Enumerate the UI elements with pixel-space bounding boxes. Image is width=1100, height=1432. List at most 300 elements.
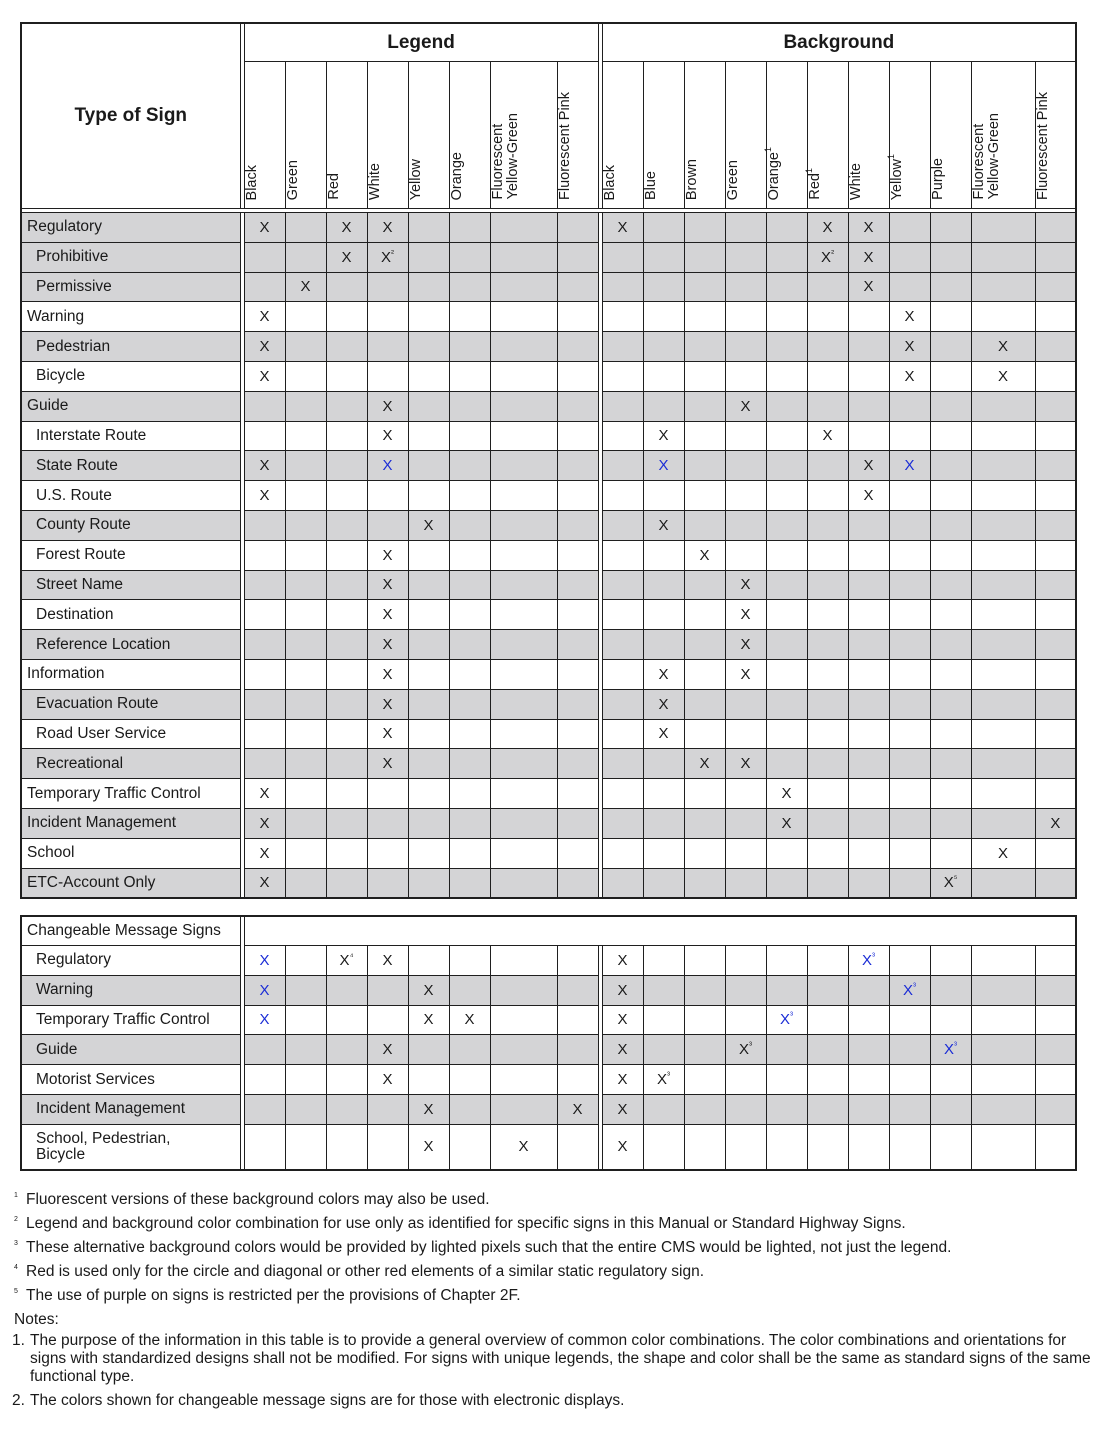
color-cell [326,332,367,362]
x-mark: X [382,397,393,415]
x-mark: X [382,951,393,969]
color-cell [490,451,557,481]
color-cell [285,659,326,689]
color-cell [1035,838,1076,868]
table-row [21,481,1076,511]
sign-type-label: State Route [21,451,240,481]
color-cell [244,838,285,868]
color-cell [643,975,684,1005]
color-cell [930,421,971,451]
color-cell [557,779,598,809]
color-cell [449,808,490,838]
color-cell [285,600,326,630]
color-cell [807,481,848,511]
x-mark: X [617,951,628,969]
color-cell [602,332,643,362]
type-of-sign-header: Type of Sign [21,23,240,209]
column-label: Orange [448,151,465,200]
color-cell [971,1005,1035,1035]
table-row [21,689,1076,719]
color-cell [244,719,285,749]
color-cell [643,659,684,689]
color-cell [557,332,598,362]
x-mark: X [658,725,669,743]
color-cell [807,1065,848,1095]
color-cell [971,242,1035,272]
color-cell [367,481,408,511]
color-cell [848,600,889,630]
note-text: The purpose of the information in this table is to provide a general overview of common color combinations. The color combinations and orientations for signs with standardized designs shall not be modified. For signs with unique legends, the shape and color shall be the same as standard signs of the same functional type. [30,1332,1091,1385]
cms-title-row [21,916,1076,946]
x-mark: $X^{^3}$ [779,1010,793,1029]
color-cell [684,838,725,868]
legend-col-red [326,62,367,209]
color-cell [408,600,449,630]
color-cell [930,600,971,630]
color-cell [971,600,1035,630]
cms-sign-label: Temporary Traffic Control [21,1005,240,1035]
column-label: Black [601,164,618,200]
color-cell [367,421,408,451]
cms-color-table [20,915,1077,1171]
color-cell [643,272,684,302]
color-cell [408,481,449,511]
color-cell [766,213,807,243]
x-mark: X [518,1138,529,1156]
color-cell [766,361,807,391]
footnote-ref: ³ [954,1040,957,1051]
color-cell [367,749,408,779]
color-cell [725,510,766,540]
color-cell [602,570,643,600]
color-cell [930,510,971,540]
color-cell [367,838,408,868]
color-cell [326,540,367,570]
sign-type-label: Street Name [21,570,240,600]
color-cell [889,481,930,511]
color-cell [725,1065,766,1095]
color-cell [848,1065,889,1095]
color-cell [367,242,408,272]
color-cell [557,749,598,779]
color-cell [367,630,408,660]
cms-sign-label: Motorist Services [21,1065,240,1095]
color-cell [285,749,326,779]
color-cell [285,242,326,272]
column-label: Orange$^1$ [762,146,782,200]
color-cell [725,242,766,272]
table-row [21,391,1076,421]
x-mark: X [341,248,352,266]
color-cell [602,975,643,1005]
color-cell [367,391,408,421]
sign-type-label: Recreational [21,749,240,779]
color-cell [971,946,1035,976]
cms-sign-label: Incident Management [21,1094,240,1124]
color-cell [408,272,449,302]
color-cell [1035,808,1076,838]
color-cell [889,749,930,779]
notes-title: Notes: [14,1311,59,1328]
color-cell [285,975,326,1005]
legend-col-yellow [408,62,449,209]
color-cell [367,600,408,630]
x-mark: X [658,516,669,534]
color-cell [725,272,766,302]
color-cell [1035,272,1076,302]
color-cell [848,838,889,868]
color-cell [326,242,367,272]
color-cell [557,659,598,689]
color-cell [408,213,449,243]
table-row [21,779,1076,809]
color-cell [557,391,598,421]
color-cell [684,946,725,976]
color-cell [848,1124,889,1170]
color-cell [557,361,598,391]
color-cell [285,421,326,451]
color-cell [848,451,889,481]
footnote-text: Fluorescent versions of these background colors may also be used. [26,1191,490,1208]
color-cell [848,272,889,302]
note-number: 1. [12,1332,25,1349]
color-cell [1035,1065,1076,1095]
background-col-yellow [885,62,930,209]
color-cell [725,630,766,660]
color-cell [1035,659,1076,689]
color-cell [602,302,643,332]
color-cell [244,1035,285,1065]
table-row [21,361,1076,391]
color-cell [725,1094,766,1124]
column-label: Yellow [407,158,424,200]
color-cell [490,719,557,749]
color-cell [725,600,766,630]
color-cell [725,868,766,898]
color-cell [643,630,684,660]
column-label: White [366,162,383,200]
footnote-ref: ⁵ [953,873,958,884]
color-cell [848,1094,889,1124]
color-cell [449,946,490,976]
color-cell [602,1124,643,1170]
color-cell [285,689,326,719]
color-cell [367,868,408,898]
color-cell [602,659,643,689]
color-cell [643,451,684,481]
color-cell [244,946,285,976]
x-mark: X [382,576,393,594]
color-cell [725,749,766,779]
color-cell [449,719,490,749]
color-cell [971,1065,1035,1095]
x-mark: X [617,218,628,236]
color-cell [889,302,930,332]
color-cell [408,1005,449,1035]
color-cell [602,1094,643,1124]
color-cell [1035,600,1076,630]
color-cell [244,1005,285,1035]
color-cell [889,808,930,838]
color-cell [244,302,285,332]
color-cell [408,451,449,481]
color-cell [930,451,971,481]
color-cell [889,1124,930,1170]
x-mark: X [740,755,751,773]
color-cell [889,946,930,976]
table-row [21,272,1076,302]
table-row [21,510,1076,540]
color-cell [1035,391,1076,421]
color-cell [971,451,1035,481]
color-cell [367,659,408,689]
footnote-ref: ² [391,247,394,258]
color-cell [408,1124,449,1170]
sign-type-label: Information [21,659,240,689]
color-cell [449,213,490,243]
color-cell [602,1005,643,1035]
x-mark: X [781,785,792,803]
color-cell [285,1035,326,1065]
color-cell [971,689,1035,719]
color-cell [930,1005,971,1035]
color-cell [848,242,889,272]
color-cell [807,361,848,391]
color-cell [326,391,367,421]
color-cell [807,213,848,243]
color-cell [602,868,643,898]
color-cell [1035,719,1076,749]
color-cell [557,838,598,868]
color-cell [449,600,490,630]
color-cell [449,451,490,481]
color-cell [557,868,598,898]
color-cell [930,749,971,779]
color-cell [326,272,367,302]
cms-sign-label: Warning [21,975,240,1005]
color-cell [684,510,725,540]
color-cell [971,1094,1035,1124]
color-cell [930,242,971,272]
color-cell [807,272,848,302]
x-mark: X [382,606,393,624]
color-cell [1035,1124,1076,1170]
color-cell [1035,570,1076,600]
color-cell [807,838,848,868]
color-cell [367,510,408,540]
color-cell [643,391,684,421]
cms-title: Changeable Message Signs [21,916,240,946]
table-row [21,749,1076,779]
color-cell [889,659,930,689]
color-cell [367,975,408,1005]
color-cell [326,510,367,540]
background-col-blue [643,62,684,209]
header-row-groups [21,23,1076,62]
color-cell [449,838,490,868]
color-cell [490,213,557,243]
color-cell [766,540,807,570]
color-cell [602,1065,643,1095]
color-cell [326,421,367,451]
color-cell [602,451,643,481]
x-mark: X [617,1138,628,1156]
color-cell [725,838,766,868]
color-cell [285,361,326,391]
color-cell [889,868,930,898]
color-cell [449,1005,490,1035]
x-mark: X [382,457,393,475]
color-cell [285,630,326,660]
color-cell [244,272,285,302]
x-mark: $X^{^3}$ [656,1070,670,1089]
color-cell [971,481,1035,511]
color-cell [602,600,643,630]
color-cell [408,332,449,362]
color-cell [930,481,971,511]
color-cell [557,600,598,630]
column-label: Black [243,164,260,200]
color-cell [367,946,408,976]
x-mark: X [617,1071,628,1089]
legend-col-green [285,62,326,209]
footnotes [14,1188,1094,1416]
color-cell [326,302,367,332]
x-mark: X [822,218,833,236]
color-cell [889,689,930,719]
color-cell [326,481,367,511]
color-cell [643,749,684,779]
table-row [21,868,1076,898]
footnote-ref: ³ [749,1040,752,1051]
color-cell [807,242,848,272]
color-cell [602,630,643,660]
color-cell [684,213,725,243]
color-cell [490,1124,557,1170]
color-cell [971,272,1035,302]
color-cell [1035,1005,1076,1035]
color-cell [807,1035,848,1065]
color-cell [285,570,326,600]
cms-row [21,1005,1076,1035]
color-cell [807,451,848,481]
sign-type-label: Reference Location [21,630,240,660]
legend-col-fluorescent-yellow-green [490,62,557,209]
color-cell [971,838,1035,868]
cms-sign-label: Regulatory [21,946,240,976]
color-cell [684,689,725,719]
footnote-ref: ⁴ [349,950,354,961]
color-cell [285,510,326,540]
color-cell [285,1065,326,1095]
color-cell [889,332,930,362]
color-cell [766,868,807,898]
x-mark: X [423,1011,434,1029]
color-cell [285,808,326,838]
color-cell [725,1124,766,1170]
color-cell [408,421,449,451]
color-cell [848,570,889,600]
color-cell [557,302,598,332]
color-cell [408,630,449,660]
color-cell [408,302,449,332]
color-cell [285,213,326,243]
color-cell [285,1124,326,1170]
color-cell [684,1005,725,1035]
color-cell [643,946,684,976]
background-col-black [602,62,643,209]
x-mark: X [382,546,393,564]
x-mark: X [382,665,393,683]
x-mark: X [740,665,751,683]
table-row [21,302,1076,332]
color-cell [766,946,807,976]
color-cell [725,946,766,976]
color-cell [684,421,725,451]
color-cell [848,868,889,898]
x-mark: X [382,1041,393,1059]
color-cell [807,421,848,451]
cms-row [21,1124,1076,1170]
color-cell [971,540,1035,570]
footnote-ref: ³ [790,1010,793,1021]
color-cell [326,600,367,630]
color-cell [449,540,490,570]
color-cell [889,838,930,868]
color-cell [643,510,684,540]
color-cell [684,540,725,570]
color-cell [889,630,930,660]
x-mark: $X^{^3}$ [902,980,916,999]
color-cell [367,213,408,243]
color-cell [930,391,971,421]
color-cell [490,272,557,302]
color-cell [971,779,1035,809]
color-cell [725,659,766,689]
color-cell [326,779,367,809]
color-cell [807,1094,848,1124]
color-cell [684,600,725,630]
color-cell [725,302,766,332]
table-row [21,659,1076,689]
color-cell [889,719,930,749]
color-cell [449,242,490,272]
color-cell [449,689,490,719]
color-cell [971,570,1035,600]
color-cell [725,481,766,511]
color-cell [725,570,766,600]
footnote-ref: ³ [913,980,916,991]
footnote: 2 Legend and background color combination for use only as identified for specific signs in this Manual or Standard Highway Signs. [14,1215,906,1232]
footnote-ref: ³ [872,950,875,961]
color-cell [930,975,971,1005]
color-cell [643,689,684,719]
color-cell [490,659,557,689]
color-cell [285,838,326,868]
color-cell [408,749,449,779]
cms-row [21,1065,1076,1095]
color-cell [971,749,1035,779]
footnote: 1 Fluorescent versions of these background colors may also be used. [14,1191,490,1208]
color-cell [244,630,285,660]
color-cell [889,1035,930,1065]
color-cell [449,510,490,540]
color-cell [643,570,684,600]
color-cell [971,213,1035,243]
color-cell [807,779,848,809]
color-cell [326,659,367,689]
sign-type-label: U.S. Route [21,481,240,511]
